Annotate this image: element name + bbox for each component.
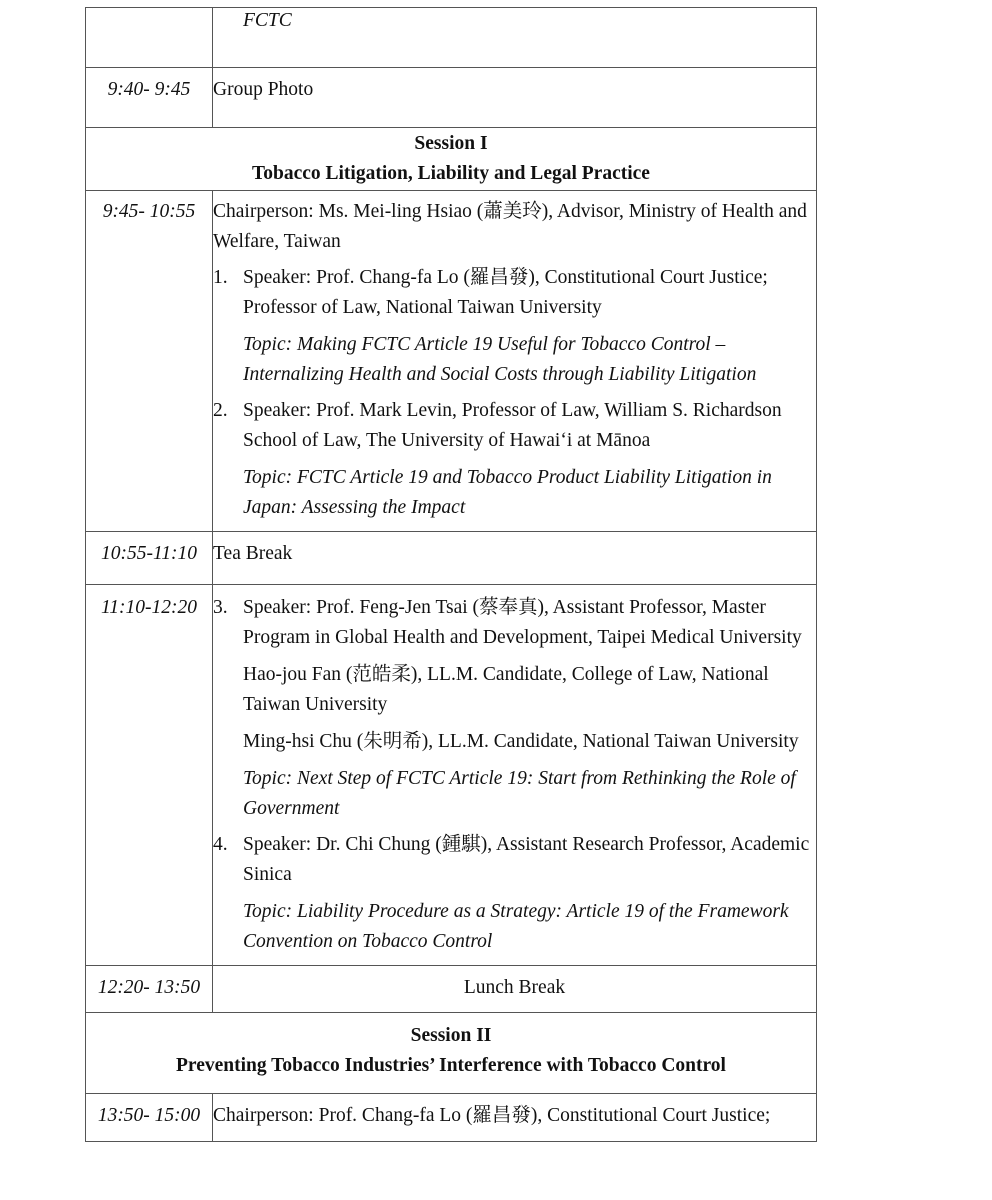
speaker-item [213,396,816,523]
time-cell: 13:50- 15:00 [86,1094,213,1142]
lunch-break: Lunch Break [213,966,817,1013]
group-photo: Group Photo [213,68,817,128]
speaker: Speaker: Prof. Chang-fa Lo (羅昌發), Constitutional Court Justice; Professor of Law, National Taiwan University [243,267,768,318]
time-cell: 9:45- 10:55 [86,191,213,532]
agenda-row [86,585,817,966]
speaker-item [213,263,816,390]
content-cell [213,8,817,68]
co-author: Ming-hsi Chu (朱明希), LL.M. Candidate, National Taiwan University [243,731,799,752]
speaker-item [213,830,816,957]
time-cell: 12:20- 13:50 [86,966,213,1013]
agenda-row [86,191,817,532]
content-cell [213,191,817,532]
tea-break: Tea Break [213,532,817,585]
session-title: Tobacco Litigation, Liability and Legal Practice [252,163,650,184]
co-author: Hao-jou Fan (范皓柔), LL.M. Candidate, College of Law, National Taiwan University [243,664,769,715]
agenda-row [86,966,817,1013]
chairperson: Chairperson: Prof. Chang-fa Lo (羅昌發), Constitutional Court Justice; [213,1094,817,1142]
time-cell: 10:55-11:10 [86,532,213,585]
agenda-row [86,8,817,68]
item-number: 3. [213,597,228,618]
content-cell [213,585,817,966]
time-cell [86,8,213,68]
topic: Topic: FCTC Article 19 and Tobacco Product Liability Litigation in Japan: Assessing the Impact [243,467,772,518]
item-number: 2. [213,400,228,421]
speaker: Speaker: Prof. Mark Levin, Professor of Law, William S. Richardson School of Law, The University of Hawai‘i at Mānoa [243,400,782,451]
item-number: 4. [213,834,228,855]
item-number: 1. [213,267,228,288]
topic: Topic: Liability Procedure as a Strategy: Article 19 of the Framework Convention on Tobacco Control [243,901,789,952]
session-header [86,128,817,191]
speaker-item [213,593,816,824]
agenda-row [86,68,817,128]
session-header [86,1013,817,1094]
topic-continuation: FCTC [243,10,292,31]
speaker: Speaker: Prof. Feng-Jen Tsai (蔡奉真), Assistant Professor, Master Program in Global Health and Development, Taipei Medical University [243,597,802,648]
topic: Topic: Next Step of FCTC Article 19: Start from Rethinking the Role of Government [243,768,796,819]
speaker: Speaker: Dr. Chi Chung (鍾騏), Assistant Research Professor, Academic Sinica [243,834,810,885]
agenda-table [85,7,817,1142]
session-label: Session I [414,133,488,154]
chairperson: Chairperson: Ms. Mei-ling Hsiao (蕭美玲), Advisor, Ministry of Health and Welfare, Taiwan [213,201,807,252]
session-title: Preventing Tobacco Industries’ Interference with Tobacco Control [176,1055,726,1076]
time-cell: 11:10-12:20 [86,585,213,966]
topic: Topic: Making FCTC Article 19 Useful for Tobacco Control – Internalizing Health and Social Costs through Liability Litigation [243,334,757,385]
agenda-row [86,532,817,585]
agenda-row [86,1094,817,1142]
session-label: Session II [410,1025,492,1046]
time-cell: 9:40- 9:45 [86,68,213,128]
